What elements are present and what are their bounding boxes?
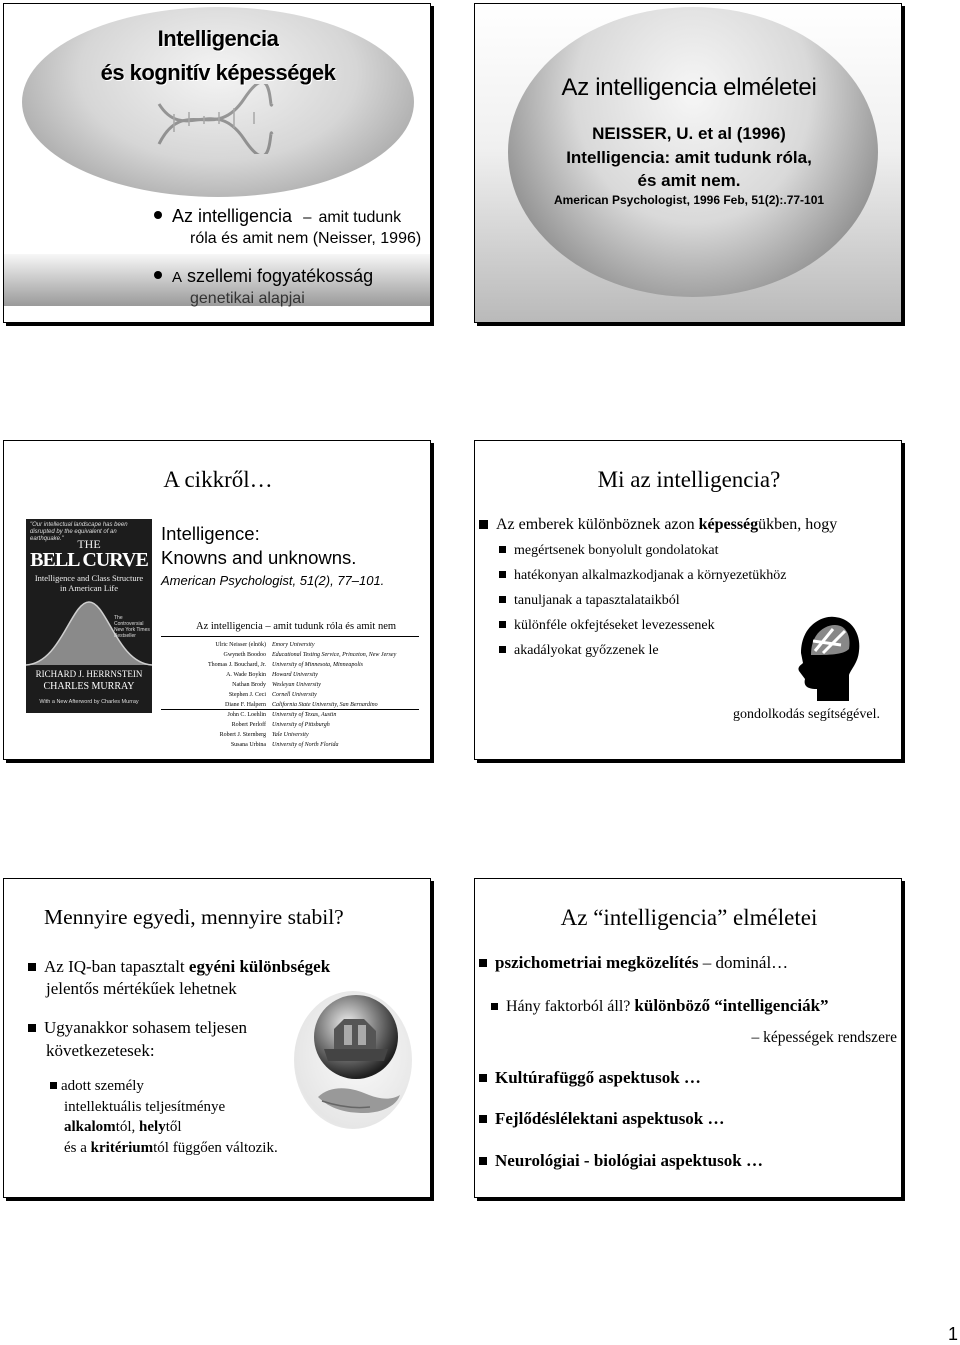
bullet-icon [479, 1074, 487, 1082]
slide-5 [3, 878, 431, 1198]
reference-journal: American Psychologist, 1996 Feb, 51(2):.77-101 [553, 193, 825, 207]
badge-line: Controversial [114, 621, 144, 627]
bullet-text: Az intelligencia [172, 206, 293, 226]
bullet-individual-differences [28, 957, 330, 977]
author-institution: University of Texas, Austin [272, 712, 337, 718]
slide-2-title: Az intelligencia elméletei [561, 74, 817, 101]
author-institution: Yale University [272, 732, 309, 738]
author-row [204, 640, 424, 650]
bullet-neurological [479, 1151, 763, 1171]
author-name: Ulric Neisser (elnök) [215, 642, 266, 648]
author-row [204, 680, 424, 690]
bullet-psychometric [479, 953, 788, 973]
bell-curve-book-cover [26, 519, 152, 713]
book-subtitle: Intelligence and Class Structure [34, 573, 144, 583]
author-list [204, 640, 424, 750]
slide-1-title-line-1: Intelligencia [157, 26, 279, 51]
slide-4 [474, 440, 902, 760]
sub-text: intellektuális teljesítménye [64, 1098, 226, 1115]
book-title: BELL CURVE [30, 549, 148, 571]
author-name: Robert Perloff [231, 722, 266, 728]
reference-title: Intelligence: [161, 523, 260, 544]
reference-title-cont: és amit nem. [637, 171, 741, 190]
author-institution: Howard University [272, 672, 318, 678]
head-silhouette-icon [793, 615, 863, 703]
bullet-icon [499, 646, 506, 653]
slide-1-title-line-2: és kognitív képességek [100, 60, 336, 85]
sub-bold: hely [139, 1119, 166, 1135]
author-name: Gwyneth Boodoo [223, 652, 266, 658]
bullet-icon [479, 1157, 487, 1165]
bullet-icon [479, 959, 487, 967]
badge-line: The [114, 615, 123, 621]
bullet-bold: egyéni különbségek [188, 957, 331, 976]
ability-text: akadályokat győzzenek le [514, 643, 659, 658]
author-institution: California State University, San Bernardino [272, 702, 378, 708]
bullet-icon [479, 1115, 487, 1123]
author-institution: Wesleyan University [272, 682, 321, 688]
sub-bullet-performance [50, 1076, 278, 1158]
reference-journal: American Psychologist, 51(2), 77–101. [161, 573, 385, 588]
sub-text: től [165, 1119, 182, 1135]
ability-list-item [499, 593, 787, 618]
author-name: John C. Loehlin [227, 712, 266, 718]
bullet-icon [499, 546, 506, 553]
bullet-text: A [172, 269, 183, 286]
bullet-icon [479, 520, 488, 529]
slide-6-title: Az “intelligencia” elméletei [560, 905, 818, 930]
ability-text: tanuljanak a tapasztalataikból [514, 593, 680, 608]
author-institution: Emory University [272, 642, 315, 648]
ability-list-item [499, 543, 787, 568]
slide-5-title: Mennyire egyedi, mennyire stabil? [44, 905, 344, 929]
book-subtitle-2: in American Life [59, 583, 119, 593]
ability-list-item [499, 568, 787, 593]
author-row [204, 720, 424, 730]
bullet-individual-differences-2: jelentős mértékűek lehetnek [46, 979, 237, 998]
slide-2 [474, 3, 902, 323]
author-row [204, 690, 424, 700]
sub-text: és a [64, 1139, 91, 1156]
bullet-text: Az IQ-ban tapasztalt [44, 957, 189, 976]
sub-text: adott személy [61, 1078, 144, 1094]
bullet-developmental [479, 1109, 725, 1129]
bullet-text: Kultúrafüggő aspektusok … [495, 1068, 701, 1087]
divider [161, 709, 419, 710]
slide-4-title: Mi az intelligencia? [597, 467, 781, 492]
sub-bullet-abilities: – képességek rendszere [751, 1029, 897, 1046]
intro-bullet [479, 516, 837, 534]
bullet-text: – dominál… [698, 953, 789, 972]
sub-text: tól, [115, 1119, 140, 1135]
bullet-text: Ugyanakkor sohasem teljesen [44, 1018, 247, 1037]
bullet-text: Neurológiai - biológiai aspektusok … [495, 1151, 763, 1170]
author-row [204, 650, 424, 660]
bullet-icon [491, 1003, 498, 1010]
book-author-1: RICHARD J. HERRNSTEIN [35, 669, 143, 679]
author-name: Robert J. Sternberg [219, 732, 266, 738]
intro-text-end: ükben, hogy [758, 516, 838, 533]
slide-3 [3, 440, 431, 760]
bullet-icon [28, 963, 36, 971]
sub-bullet-factors [491, 996, 829, 1016]
book-afterword: With a New Afterword by Charles Murray [39, 699, 139, 705]
bullet-text-rest: amit tudunk [318, 209, 402, 226]
bullet-icon [28, 1024, 36, 1032]
bullet-icon [50, 1082, 57, 1089]
bullet-consistency [28, 1018, 247, 1038]
ability-list-item [499, 643, 787, 668]
book-author-2: CHARLES MURRAY [43, 681, 135, 692]
dna-illustration [154, 84, 274, 154]
intro-text: Az emberek különböznek azon [496, 516, 699, 533]
bullet-genetics [172, 266, 373, 288]
bullet-icon [499, 621, 506, 628]
slide-6 [474, 878, 902, 1198]
footer-text: gondolkodás segítségével. [733, 707, 880, 722]
badge-line: Bestseller [114, 633, 136, 639]
bullet-icon [499, 596, 506, 603]
book-the: THE [77, 537, 101, 551]
sub-bold: kritérium [90, 1139, 154, 1156]
author-institution: Educational Testing Service, Princeton, New Jersey [272, 652, 397, 658]
sub-bold: különböző “intelligenciák” [634, 996, 829, 1015]
bullet-text-rest: szellemi fogyatékosság [187, 266, 374, 286]
author-name: A. Wade Boykin [226, 672, 266, 678]
bullet-icon [154, 211, 162, 219]
sub-text: tól függően változik. [153, 1139, 278, 1156]
bullet-genetics-line-2: genetikai alapjai [190, 290, 305, 307]
bullet-text: Fejlődéslélektani aspektusok … [495, 1109, 725, 1128]
bullet-icon [499, 571, 506, 578]
author-row [204, 710, 424, 720]
author-institution: University of Minnesota, Minneapolis [272, 662, 363, 668]
sub-bold: alkalom [64, 1119, 116, 1135]
article-title: Az intelligencia – amit tudunk róla és amit nem [196, 621, 397, 632]
intro-bold: képesség [698, 516, 759, 533]
author-name: Nathan Brody [232, 682, 266, 688]
author-row [204, 730, 424, 740]
bullet-neisser-line-2: róla és amit nem (Neisser, 1996) [190, 230, 422, 247]
author-institution: Cornell University [272, 692, 317, 698]
bullet-bold: pszichometriai megközelítés [495, 953, 699, 972]
reference-title-2: Knowns and unknowns. [161, 547, 357, 568]
author-row [204, 740, 424, 750]
sub-text: Hány faktorból áll? [506, 998, 635, 1015]
slide-3-title: A cikkről… [163, 467, 273, 492]
author-name: Susana Urbina [230, 742, 266, 748]
ability-list [499, 543, 787, 668]
ability-text: hatékonyan alkalmazkodjanak a környezetükhöz [514, 568, 787, 583]
bullet-cultural [479, 1068, 701, 1088]
author-name: Diane F. Halpern [224, 702, 266, 708]
bullet-neisser: Az intelligencia – amit tudunk [172, 206, 401, 228]
author-row [204, 660, 424, 670]
author-name: Stephen J. Ceci [228, 692, 266, 698]
author-institution: University of North Florida [272, 742, 339, 748]
divider [161, 636, 419, 637]
bestseller-badge [114, 615, 150, 639]
author-row [204, 670, 424, 680]
ability-list-item [499, 618, 787, 643]
badge-line: New York Times [114, 627, 150, 633]
bullet-consistency-2: következetesek: [46, 1041, 155, 1060]
page-number: 1 [948, 1324, 959, 1344]
reference-title: Intelligencia: amit tudunk róla, [566, 148, 812, 167]
ability-text: különféle okfejtéseket levezessenek [514, 618, 715, 633]
reference-authors: NEISSER, U. et al (1996) [592, 124, 786, 143]
book-quote: "Our intellectual landscape has been disrupted by the equivalent of an earthquake." [30, 522, 128, 542]
hand-globe-icon [304, 989, 414, 1139]
slide-1 [3, 3, 431, 323]
author-name: Thomas J. Bouchard, Jr. [208, 662, 266, 668]
author-institution: University of Pittsburgh [272, 722, 330, 728]
ability-text: megértsenek bonyolult gondolatokat [514, 543, 719, 558]
